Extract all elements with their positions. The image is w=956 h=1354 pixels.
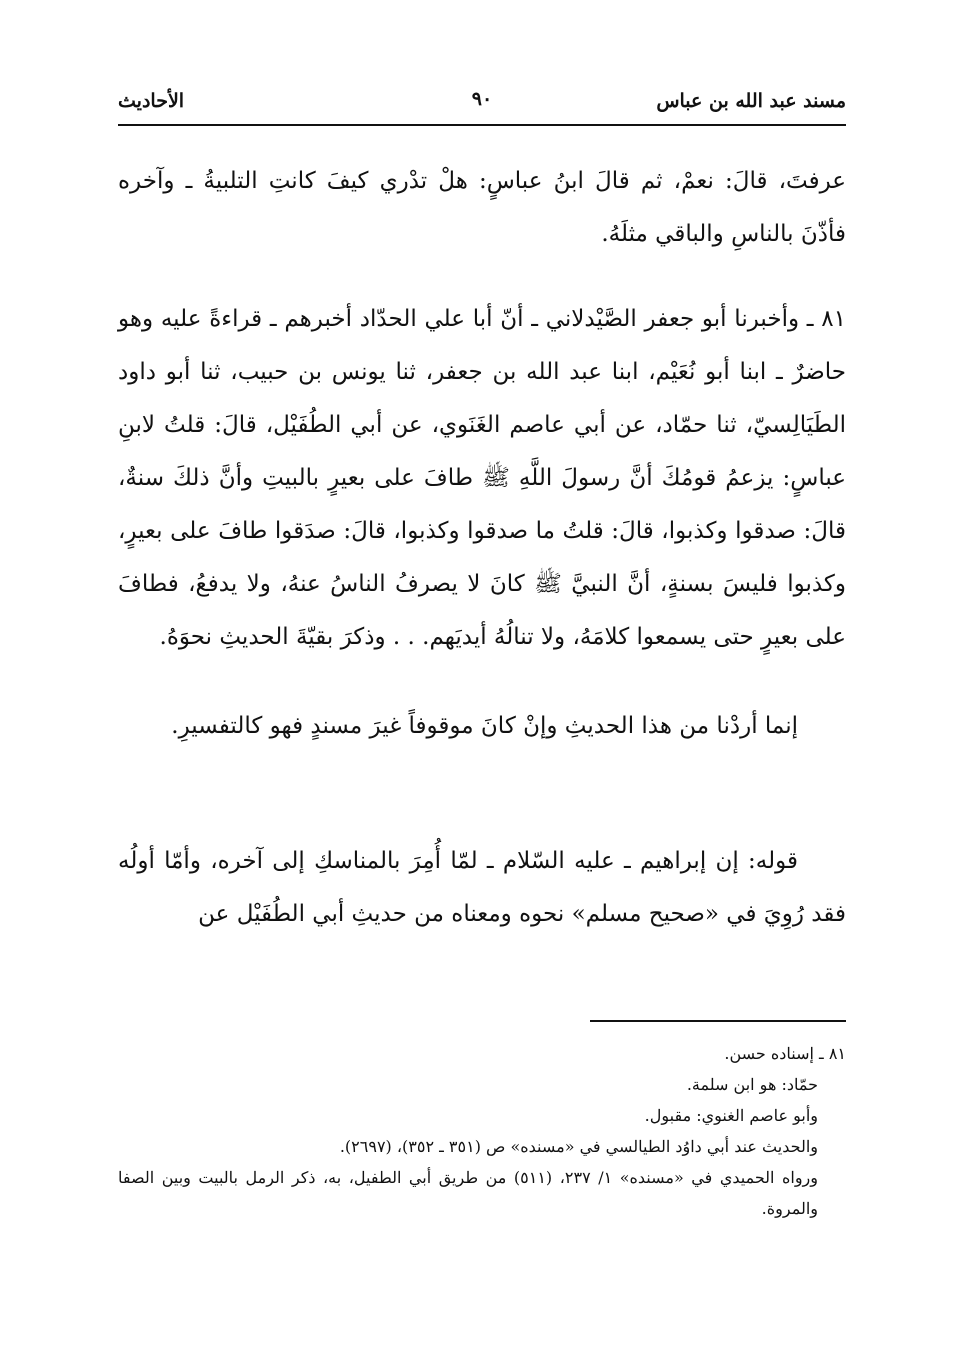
hadith-81-paragraph: ٨١ ـ وأخبرنا أبو جعفر الصَّيْدلاني ـ أنّ أبا علي الحدّاد أخبرهم ـ قراءةً عليه وهو حاضرٌ ـ ابنا أبو نُعَيْم، ابنا عبد الله بن جعفر، ثنا يونس بن حبيب، ثنا أبو داود الطَيَالِسيّ، ثنا حمّاد، عن أبي عاصم الغَنَوي، عن أبي الطُفَيْل، قالَ: قلتُ لابنِ عباسٍ: يزعمُ قومُكَ أنَّ رسولَ اللَّهِ ﷺ طافَ على بعيرٍ بالبيتِ وأنَّ ذلكَ سنةٌ، قالَ: صدقوا وكذبوا، قالَ: قلتُ ما صدقوا وكذبوا، قالَ: صدَقوا طافَ على بعيرٍ، وكذبوا فليسَ بسنةٍ، أنَّ النبيَّ ﷺ كانَ لا يصرفُ الناسُ عنهُ، ولا يدفعُ، فطافَ على بعيرٍ حتى يسمعوا كلامَهُ، ولا تنالُهُ أيديَهم. . . وذكرَ بقيّةَ الحديثِ نحوَهُ. [118, 306, 846, 650]
footnote-item: والحديث عند أبي داوُد الطيالسي في «مسنده» ص (٣٥١ ـ ٣٥٢)، (٢٦٩٧). [339, 1137, 818, 1156]
footnote-divider [590, 1020, 846, 1022]
footnote-item: وأبو عاصم الغنوي: مقبول. [644, 1106, 818, 1125]
footnote-item: حمّاد: هو ابن سلمة. [686, 1075, 818, 1094]
footnote-item: ٨١ ـ إسناده حسن. [724, 1044, 846, 1063]
body-paragraph-4: قوله: إن إبراهيم ـ عليه السّلام ـ لمّا أُمِرَ بالمناسكِ إلى آخره، وأمّا أولُه فقد رُوِيَ في «صحيح مسلم» نحوه ومعناه من حديثِ أبي الطُفَيْل عن [118, 848, 846, 927]
footnote-item: ورواه الحميدي في «مسنده» ١/ ٢٣٧، (٥١١) من طريق أبي الطفيل، به، ذكر الرمل بالبيت وبين الصفا والمروة. [118, 1168, 819, 1218]
header-divider [118, 124, 846, 126]
body-paragraph-1: عرفتَ، قالَ: نعمْ، ثم قالَ ابنُ عباسٍ: هلْ تدْري كيفَ كانتِ التلبيةُ ـ وآخره فأذّنَ بالناسِ والباقي مثلَهُ. [118, 168, 846, 247]
page-number: ٩٠ [471, 88, 493, 110]
commentary-paragraph: إنما أردْنا من هذا الحديثِ وإنْ كانَ موقوفاً غيرَ مسندٍ فهو كالتفسيرِ. [171, 713, 798, 739]
footnotes-list [118, 1038, 846, 1224]
section-title: الأحاديث [118, 90, 185, 112]
running-header [118, 86, 846, 120]
book-title: مسند عبد الله بن عباس [656, 90, 846, 112]
